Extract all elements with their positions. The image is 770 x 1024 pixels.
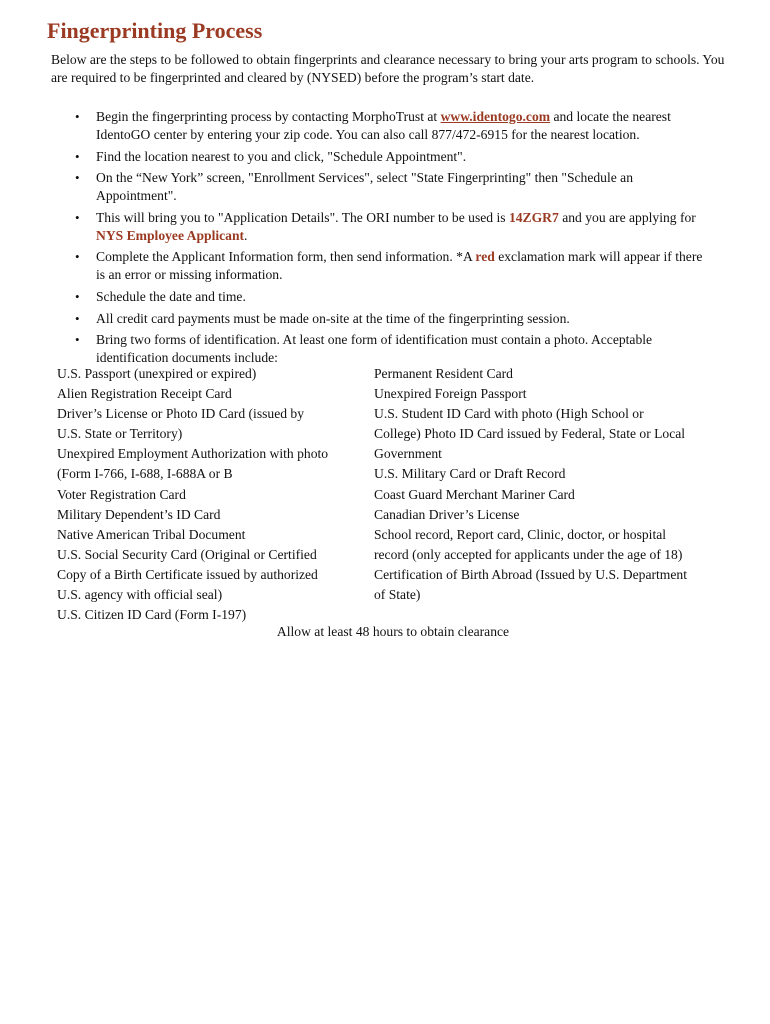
identogo-link[interactable]: www.identogo.com (440, 109, 551, 124)
document-item: Unexpired Foreign Passport (374, 386, 527, 402)
documents-left-column (57, 364, 362, 625)
documents-right-column (374, 364, 719, 605)
red-word: red (475, 249, 495, 265)
document-item: U.S. Student ID Card with photo (High School or (374, 406, 644, 422)
document-item: U.S. Military Card or Draft Record (374, 466, 566, 482)
step-find-location: • Find the location nearest to you and click, "Schedule Appointment". (96, 148, 714, 166)
step-application-details (96, 209, 714, 245)
applicant-type: NYS Employee Applicant (96, 227, 245, 243)
document-item: Voter Registration Card (57, 486, 186, 502)
document-item: U.S. Passport (unexpired or expired) (57, 366, 257, 381)
step-4-text-before: This will bring you to "Application Details". The ORI number to be used is (96, 209, 509, 225)
step-contact-morphotrust (96, 108, 714, 144)
page-title: Fingerprinting Process (47, 18, 263, 43)
step-applicant-form (96, 248, 714, 284)
document-item: Permanent Resident Card (374, 366, 513, 381)
document-item: record (only accepted for applicants under the age of 18) (374, 546, 683, 562)
document-item: U.S. agency with official seal) (57, 587, 223, 603)
document-item: Alien Registration Receipt Card (57, 386, 232, 402)
document-item: U.S. State or Territory) (57, 426, 183, 442)
document-item: Coast Guard Merchant Mariner Card (374, 486, 575, 502)
document-item: Native American Tribal Document (57, 526, 246, 542)
document-item: Unexpired Employment Authorization with photo (57, 446, 329, 462)
step-payments: • All credit card payments must be made on-site at the time of the fingerprinting session. (96, 310, 714, 328)
step-5-text-before: Complete the Applicant Information form, then send information. *A (96, 249, 476, 265)
ori-number: 14ZGR7 (508, 209, 559, 225)
document-item: U.S. Social Security Card (Original or Certified (57, 546, 317, 562)
step-identification: • Bring two forms of identification. At least one form of identification must contain a photo. Acceptable identification documents include: (96, 331, 714, 367)
clearance-note: Allow at least 48 hours to obtain clearance (276, 624, 510, 639)
document-item: Canadian Driver’s License (374, 506, 520, 522)
step-5-text-after: exclamation mark will appear if there is an error or missing information. (96, 249, 703, 283)
document-item: Government (374, 446, 442, 462)
document-item: Certification of Birth Abroad (Issued by U.S. Department (374, 566, 687, 582)
step-1-text-after: and locate the nearest IdentoGO center by entering your zip code. You can also call 877/472-6915 for the nearest location. (96, 109, 671, 142)
steps-list (96, 108, 714, 371)
intro-paragraph: Below are the steps to be followed to obtain fingerprints and clearance necessary to bring your arts program to schools. You are required to be fingerprinted and cleared by (NYSED) before the program’s start date. (51, 52, 725, 85)
document-item: School record, Report card, Clinic, doctor, or hospital (374, 526, 667, 542)
document-item: Copy of a Birth Certificate issued by authorized (57, 566, 318, 582)
document-item: College) Photo ID Card issued by Federal, State or Local (374, 426, 686, 442)
step-1-text-before: Begin the fingerprinting process by contacting MorphoTrust at (96, 109, 441, 124)
document-item: Driver’s License or Photo ID Card (issued by (57, 406, 305, 422)
document-item: U.S. Citizen ID Card (Form I-197) (57, 607, 247, 623)
step-new-york-screen: • On the “New York” screen, "Enrollment Services", select "State Fingerprinting" then "Schedule an Appointment". (96, 169, 714, 205)
step-4-text-middle: and you are applying for (558, 209, 696, 225)
document-item: (Form I-766, I-688, I-688A or B (57, 466, 233, 482)
step-4-text-after: . (244, 227, 248, 243)
step-schedule-date: • Schedule the date and time. (96, 288, 714, 306)
document-item: of State) (374, 587, 421, 603)
document-item: Military Dependent’s ID Card (57, 506, 221, 522)
